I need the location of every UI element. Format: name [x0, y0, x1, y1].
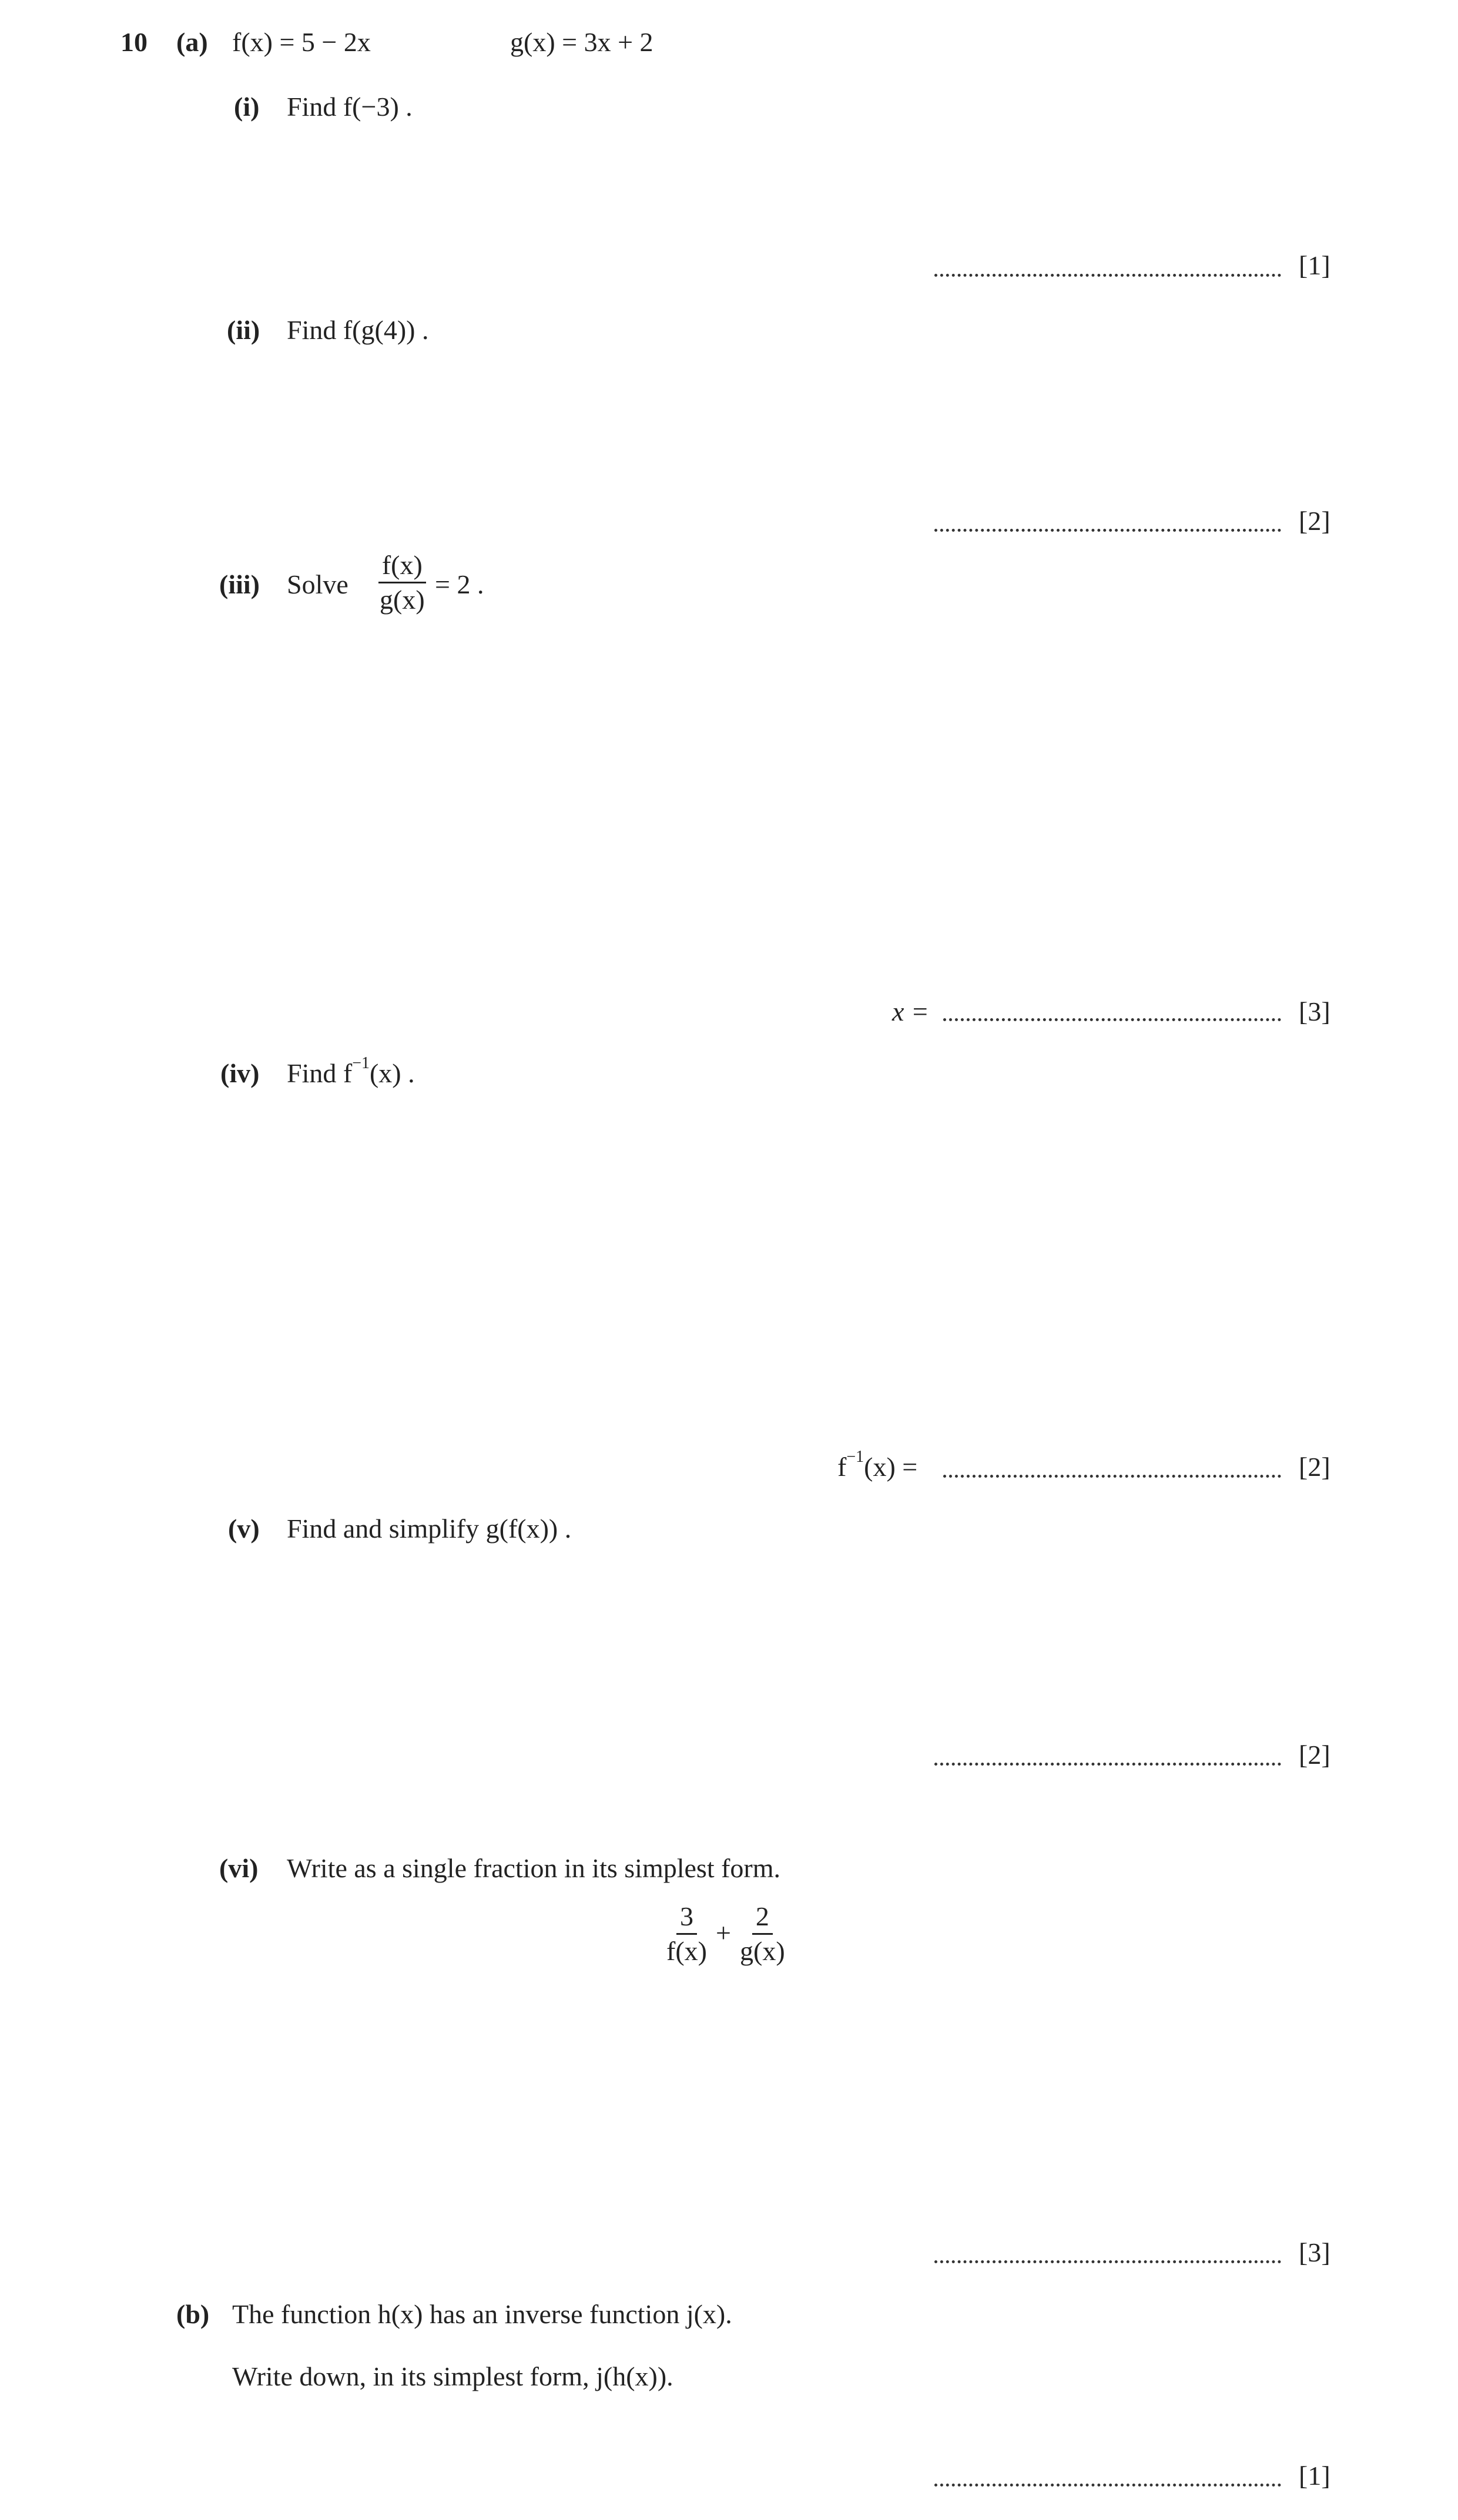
part-iii-tail: = 2 . [435, 569, 484, 599]
answer-line-iii[interactable] [943, 1018, 1281, 1021]
part-b-line2: Write down, in its simplest form, j(h(x)). [232, 2361, 673, 2391]
mark-v: [2] [1299, 1740, 1330, 1770]
mark-i: [1] [1299, 250, 1330, 280]
part-iv-text [287, 1054, 415, 1089]
part-vi-fraction-1 [663, 1902, 710, 1966]
part-iv-text-before: Find f [287, 1058, 353, 1088]
part-iv-sup: −1 [352, 1054, 370, 1072]
mark-iii: [3] [1299, 996, 1330, 1026]
part-b-label: (b) [176, 2299, 210, 2329]
part-vi-fraction-2 [736, 1902, 789, 1966]
g-definition: g(x) = 3x + 2 [510, 27, 653, 57]
plus-sign: + [716, 1918, 731, 1948]
answer-line-vi[interactable] [934, 2260, 1281, 2263]
answer-line-b[interactable] [934, 2484, 1281, 2487]
part-v-text: Find and simplify g(f(x)) . [287, 1514, 572, 1543]
mark-vi: [3] [1299, 2237, 1330, 2267]
part-iii-label: (iii) [219, 569, 260, 599]
fraction-2-numerator: 2 [752, 1902, 773, 1935]
part-vi-text: Write as a single fraction in its simplest form. [287, 1853, 781, 1883]
part-vi-label: (vi) [219, 1853, 259, 1883]
part-ii-text: Find f(g(4)) . [287, 315, 429, 345]
question-number: 10 [120, 27, 148, 57]
part-i-text: Find f(−3) . [287, 92, 413, 122]
part-iii-fraction [376, 551, 428, 615]
fraction-numerator: f(x) [378, 551, 426, 583]
answer-prefix-iv-after: (x) = [864, 1452, 918, 1482]
part-ii-label: (ii) [227, 315, 260, 345]
fraction-2-denominator: g(x) [740, 1936, 785, 1967]
answer-prefix-iii: x = [892, 996, 929, 1026]
f-definition: f(x) = 5 − 2x [232, 27, 371, 57]
part-iv-text-after: (x) . [369, 1058, 415, 1088]
fraction-1-numerator: 3 [676, 1902, 697, 1935]
mark-ii: [2] [1299, 506, 1330, 536]
answer-line-iv[interactable] [943, 1475, 1281, 1478]
fraction-denominator: g(x) [380, 585, 425, 615]
mark-b: [1] [1299, 2461, 1330, 2491]
part-iii-text: Solve [287, 569, 348, 599]
answer-prefix-iv [837, 1448, 918, 1482]
part-b-line1: The function h(x) has an inverse function j(x). [232, 2299, 732, 2329]
answer-prefix-iv-sup: −1 [846, 1448, 864, 1466]
fraction-1-denominator: f(x) [666, 1936, 707, 1967]
answer-line-ii[interactable] [934, 529, 1281, 532]
part-i-label: (i) [234, 92, 260, 122]
part-v-label: (v) [228, 1514, 260, 1543]
part-iv-label: (iv) [220, 1058, 260, 1088]
answer-line-i[interactable] [934, 274, 1281, 277]
mark-iv: [2] [1299, 1452, 1330, 1482]
answer-prefix-iv-f: f [837, 1452, 847, 1482]
part-a-label: (a) [176, 27, 208, 57]
answer-line-v[interactable] [934, 1763, 1281, 1766]
